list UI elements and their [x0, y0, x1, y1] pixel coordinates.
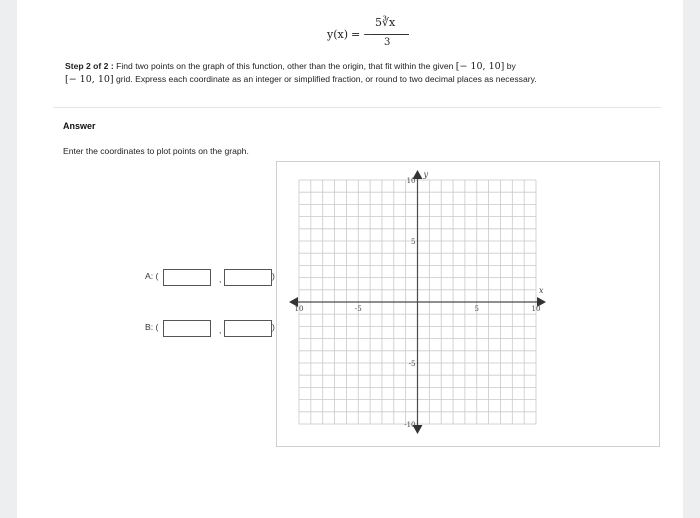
equation-lhs: y(x)	[327, 28, 349, 41]
point-b-comma: ,	[219, 325, 222, 335]
point-b-x-input[interactable]	[163, 320, 211, 337]
axes	[289, 170, 546, 434]
step-label: Step 2 of 2 :	[65, 61, 114, 71]
x-tick-label: 10	[531, 305, 541, 313]
coordinate-grid[interactable]	[277, 162, 661, 448]
point-b-label: B: (	[145, 322, 159, 332]
fraction-bar	[371, 34, 409, 35]
equation-denominator: 3	[384, 37, 391, 48]
step-text-a: Find two points on the graph of this function, other than the origin, that fit within the given	[116, 61, 454, 71]
interval-y: [− 10, 10]	[65, 74, 114, 85]
answer-instruction: Enter the coordinates to plot points on the graph.	[63, 146, 249, 156]
question-page	[17, 0, 683, 518]
point-a-x-input[interactable]	[163, 269, 211, 286]
y-tick-label: -10	[404, 421, 416, 429]
y-tick-label: 5	[411, 238, 416, 246]
x-axis-label: x	[539, 286, 544, 295]
y-tick-label: -5	[408, 360, 416, 368]
step-text-b: by	[506, 61, 516, 71]
y-tick-label: 10	[406, 177, 416, 185]
section-divider	[53, 107, 661, 108]
interval-x: [− 10, 10]	[455, 61, 505, 72]
y-axis-label: y	[423, 170, 429, 179]
point-b-close-paren: )	[272, 322, 275, 332]
graph-panel[interactable]	[276, 161, 660, 447]
x-tick-label: 10	[294, 305, 304, 313]
point-a-label: A: (	[145, 271, 159, 281]
equals-sign: =	[351, 28, 361, 41]
point-a-y-input[interactable]	[224, 269, 272, 286]
point-b-y-input[interactable]	[224, 320, 272, 337]
point-a-close-paren: )	[272, 271, 275, 281]
tick-labels	[295, 170, 544, 429]
equation-numerator: 5∛x	[375, 16, 396, 29]
step-instructions	[65, 60, 625, 86]
step-text-c: grid. Express each coordinate as an integer or simplified fraction, or round to two decimal places as necessary.	[116, 74, 537, 84]
negative-sign: −	[363, 28, 373, 41]
x-tick-label: -5	[354, 305, 362, 313]
answer-heading: Answer	[63, 121, 96, 131]
point-a-comma: ,	[219, 274, 222, 284]
x-tick-label: 5	[474, 305, 479, 313]
